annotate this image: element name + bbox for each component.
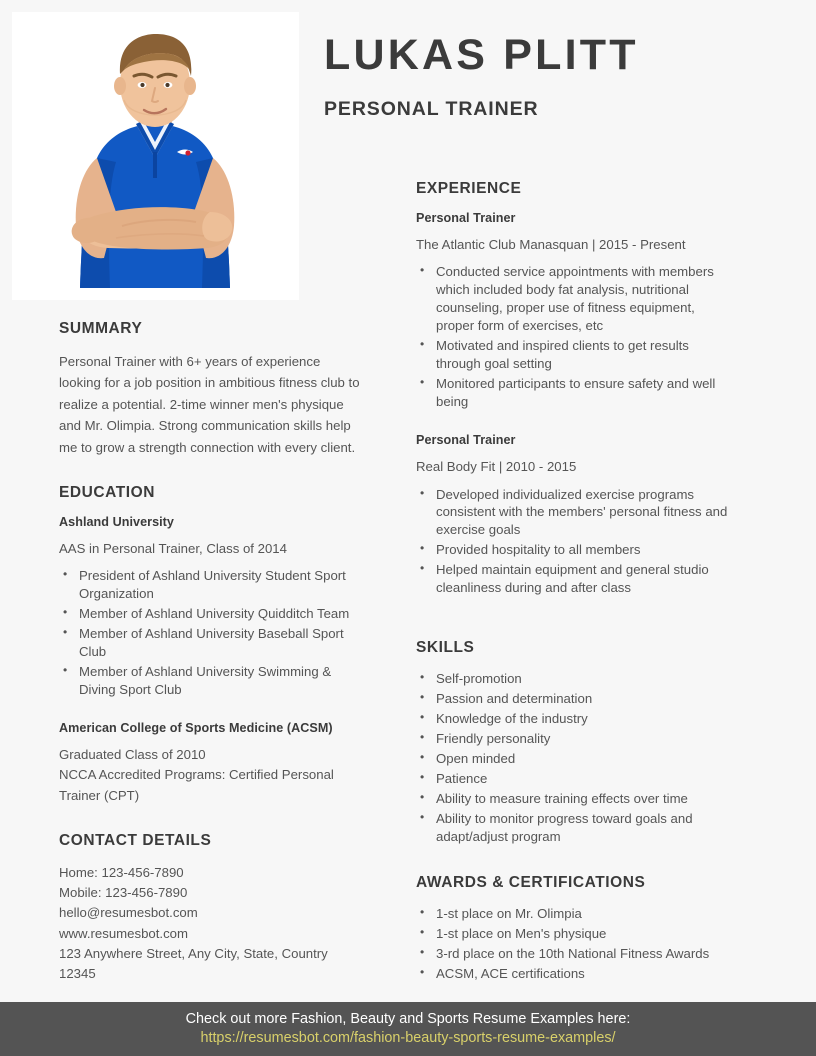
right-column [416, 180, 736, 985]
education-meta: AAS in Personal Trainer, Class of 2014 [59, 540, 287, 556]
education-meta: Graduated Class of 2010 NCCA Accredited Programs: Certified Personal Trainer (CPT) [59, 747, 334, 803]
experience-entry [416, 433, 736, 597]
candidate-job-title: PERSONAL TRAINER [324, 97, 539, 120]
section-contact-details [59, 832, 364, 983]
footer-bar [0, 1002, 816, 1056]
awards-list [416, 905, 736, 983]
list-item: • Open minded [416, 750, 736, 768]
section-skills [416, 639, 736, 846]
section-education [59, 484, 364, 806]
list-item: • ACSM, ACE certifications [416, 965, 736, 983]
experience-meta: The Atlantic Club Manasquan | 2015 - Present [416, 237, 686, 252]
list-item: • 1-st place on Mr. Olimpia [416, 905, 736, 923]
experience-meta: Real Body Fit | 2010 - 2015 [416, 459, 577, 475]
list-item: • 3-rd place on the 10th National Fitness Awards [416, 945, 736, 963]
contact-home-phone: Home: 123-456-7890 [59, 865, 184, 881]
section-title-awards-certifications: AWARDS & CERTIFICATIONS [416, 873, 646, 891]
contact-lines [59, 863, 364, 983]
contact-website[interactable]: www.resumesbot.com [59, 925, 188, 941]
list-item: • Conducted service appointments with members which included body fat analysis, nutritional counseling, proper use of fitness equipment, proper form of exercises, etc [416, 263, 736, 335]
contact-mobile-phone: Mobile: 123-456-7890 [59, 885, 188, 901]
experience-role: Personal Trainer [416, 211, 516, 225]
section-title-education: EDUCATION [59, 483, 155, 501]
list-item: • Ability to measure training effects over time [416, 790, 736, 808]
footer-promo-text: Check out more Fashion, Beauty and Sports Resume Examples here: [185, 1010, 631, 1027]
left-column [59, 320, 364, 984]
list-item: • Patience [416, 770, 736, 788]
list-item: • Ability to monitor progress toward goals and adapt/adjust program [416, 810, 736, 846]
skills-list [416, 670, 736, 846]
list-item: • Friendly personality [416, 730, 736, 748]
summary-text: Personal Trainer with 6+ years of experience looking for a job position in ambitious fitness club to realize a potential. 2-time winner men's physique and Mr. Olimpia. Strong communication skills help me to grow a strength connection with every client. [59, 354, 360, 455]
education-entry [59, 515, 364, 699]
section-title-experience: EXPERIENCE [416, 180, 522, 197]
education-institution: Ashland University [59, 514, 174, 529]
list-item: • Helped maintain equipment and general studio cleanliness during and after class [416, 561, 736, 597]
section-title-summary: SUMMARY [59, 320, 143, 337]
name-and-title [324, 30, 794, 121]
list-item: • Developed individualized exercise programs consistent with the members' personal fitness and exercise goals [416, 486, 736, 540]
candidate-name: LUKAS PLITT [324, 31, 639, 79]
section-experience [416, 180, 736, 597]
education-institution: American College of Sports Medicine (ACSM) [59, 721, 333, 735]
contact-address: 123 Anywhere Street, Any City, State, Country 12345 [59, 945, 328, 981]
list-item: • Member of Ashland University Baseball Sport Club [59, 625, 364, 661]
list-item: • Provided hospitality to all members [416, 541, 736, 559]
list-item: • Monitored participants to ensure safety and well being [416, 375, 736, 411]
section-summary [59, 320, 364, 458]
list-item: • President of Ashland University Student Sport Organization [59, 567, 364, 603]
list-item: • Knowledge of the industry [416, 710, 736, 728]
experience-bullet-list [416, 263, 736, 411]
education-bullet-list [59, 567, 364, 699]
section-awards-certifications [416, 874, 736, 983]
experience-role: Personal Trainer [416, 433, 516, 448]
list-item: • Self-promotion [416, 670, 736, 688]
section-title-contact-details: CONTACT DETAILS [59, 832, 212, 850]
experience-bullet-list [416, 486, 736, 598]
list-item: • Passion and determination [416, 690, 736, 708]
section-title-skills: SKILLS [416, 639, 475, 657]
list-item: • Member of Ashland University Swimming & Diving Sport Club [59, 663, 364, 699]
education-entry [59, 721, 364, 806]
contact-email[interactable]: hello@resumesbot.com [59, 905, 198, 921]
profile-photo-illustration [12, 12, 299, 300]
list-item: • 1-st place on Men's physique [416, 925, 736, 943]
profile-photo [12, 12, 299, 300]
list-item: • Motivated and inspired clients to get results through goal setting [416, 337, 736, 373]
footer-promo-link[interactable]: https://resumesbot.com/fashion-beauty-sports-resume-examples/ [200, 1030, 616, 1046]
experience-entry [416, 211, 736, 411]
list-item: • Member of Ashland University Quidditch Team [59, 605, 364, 623]
